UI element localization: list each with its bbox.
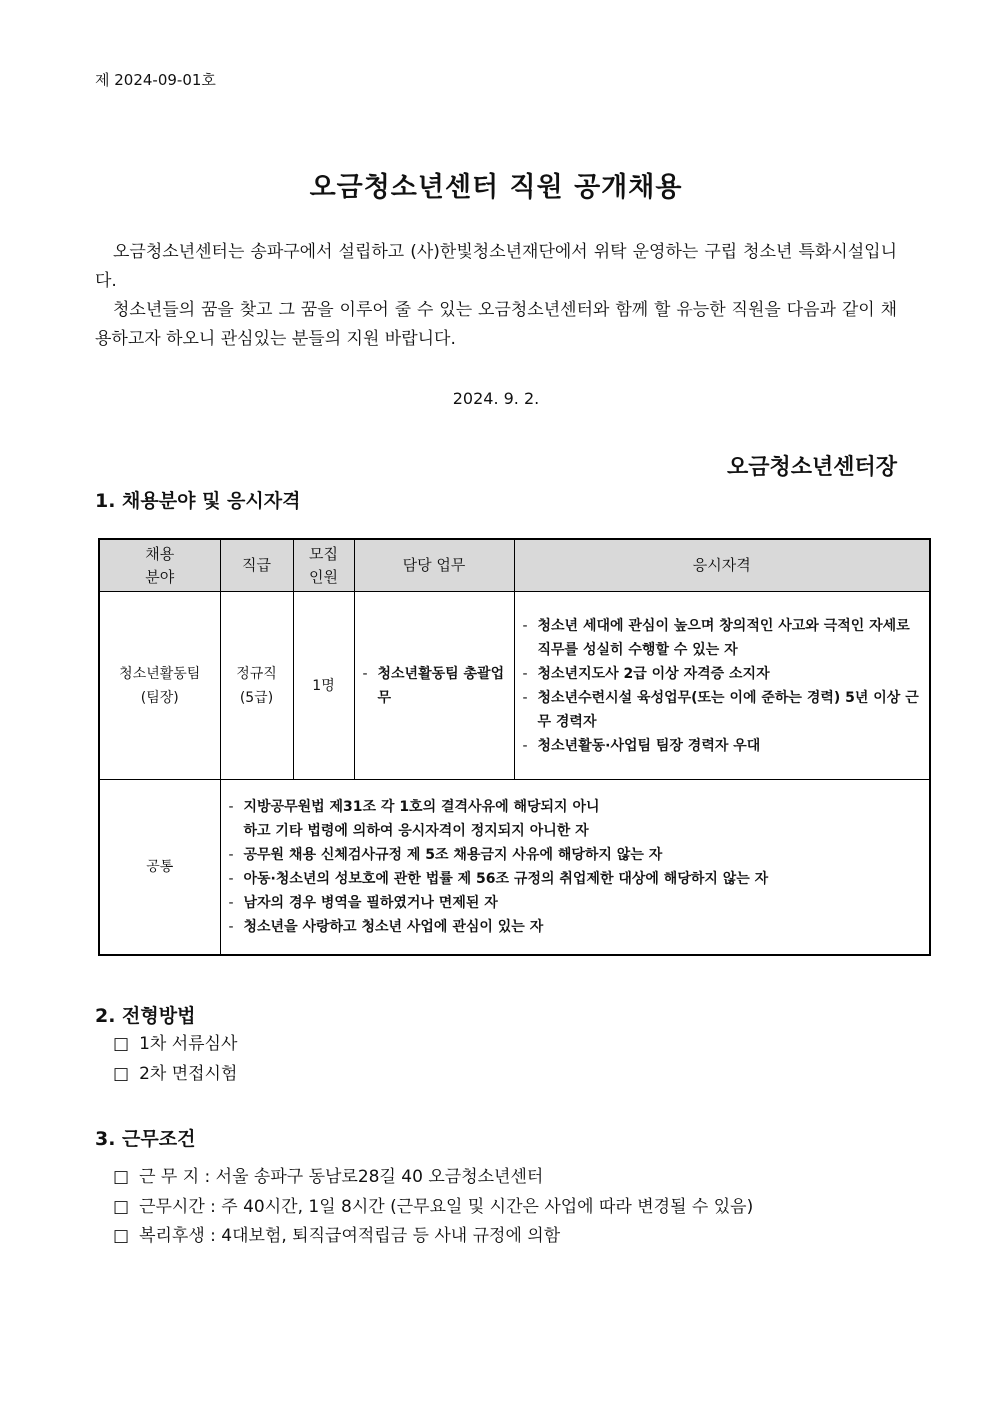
list-item-text: 1차 서류심사	[139, 1034, 238, 1054]
cell-field	[99, 592, 220, 780]
section-2-heading: 2. 전형방법	[95, 1005, 196, 1027]
list-item	[113, 1222, 753, 1252]
table-header-row	[99, 539, 930, 592]
intro-paragraph-1: 오금청소년센터는 송파구에서 설립하고 (사)한빛청소년재단에서 위탁 운영하는 구립 청소년 특화시설입니다.	[95, 242, 897, 291]
list-item: - 청소년활동팀 총괄업무	[363, 662, 508, 710]
list-item: - 청소년수련시설 육성업무(또는 이에 준하는 경력) 5년 이상 근무 경력자	[523, 686, 924, 734]
list-item	[113, 1030, 237, 1060]
list-item-text: 2차 면접시험	[139, 1063, 238, 1084]
header-count	[293, 539, 354, 592]
recruitment-table	[98, 538, 931, 956]
list-item-text: 근무시간 : 주 40시간, 1일 8시간 (근무요일 및 시간은 사업에 따라 변경될 수 있음)	[139, 1196, 754, 1217]
header-count-line1: 모집	[309, 544, 338, 563]
list-item: - 청소년활동·사업팀 팀장 경력자 우대	[523, 734, 924, 758]
list-item: - 청소년을 사랑하고 청소년 사업에 관심이 있는 자	[229, 915, 924, 939]
header-field-line1: 채용	[145, 544, 175, 563]
section-1-heading: 1. 채용분야 및 응시자격	[95, 490, 301, 512]
cell-qualification	[514, 592, 930, 780]
list-item: - 지방공무원법 제31조 각 1호의 결격사유에 해당되지 아니하고 기타 법령에 의하여 응시자격이 정지되지 아니한 자	[229, 795, 610, 843]
signer: 오금청소년센터장	[726, 455, 897, 480]
rank-line2: (5급)	[239, 689, 274, 706]
list-item-text: 근 무 지 : 서울 송파구 동남로28길 40 오금청소년센터	[139, 1167, 544, 1187]
announcement-date: 2024. 9. 2.	[452, 389, 540, 408]
rank-line1: 정규직	[236, 665, 277, 682]
header-field-line2: 분야	[145, 567, 175, 586]
section-3-heading: 3. 근무조건	[95, 1128, 196, 1150]
header-qualification: 응시자격	[514, 539, 930, 592]
cell-common-label: 공통	[99, 780, 220, 955]
checkbox-icon: □	[113, 1063, 130, 1084]
table-row	[99, 780, 930, 955]
list-item: - 청소년지도사 2급 이상 자격증 소지자	[523, 662, 924, 686]
common-list-rest	[221, 843, 930, 939]
qualification-list	[515, 614, 930, 758]
list-item: - 공무원 채용 신체검사규정 제 5조 채용금지 사유에 해당하지 않는 자	[229, 843, 924, 867]
document-number: 제 2024-09-01호	[95, 71, 216, 89]
header-rank: 직급	[220, 539, 293, 592]
conditions-list	[113, 1163, 753, 1252]
cell-common-items	[220, 780, 930, 955]
field-line1: 청소년활동팀	[119, 665, 201, 682]
checkbox-icon: □	[113, 1034, 130, 1054]
checkbox-icon: □	[113, 1226, 130, 1246]
list-item-text: 복리후생 : 4대보험, 퇴직급여적립금 등 사내 규정에 의함	[139, 1226, 561, 1246]
checkbox-icon: □	[113, 1196, 130, 1217]
list-item	[113, 1060, 237, 1090]
duty-list	[355, 662, 514, 710]
cell-count: 1명	[293, 592, 354, 780]
common-list	[221, 795, 930, 843]
list-item: - 남자의 경우 병역을 필하였거나 면제된 자	[229, 891, 924, 915]
intro-text	[95, 238, 897, 354]
list-item	[113, 1163, 753, 1193]
table-row	[99, 592, 930, 780]
list-item: - 아동·청소년의 성보호에 관한 법률 제 56조 규정의 취업제한 대상에 해당하지 않는 자	[229, 867, 924, 891]
checkbox-icon: □	[113, 1167, 130, 1187]
list-item	[113, 1193, 753, 1223]
selection-list	[113, 1030, 237, 1089]
field-line2: (팀장)	[140, 689, 179, 706]
list-item: - 청소년 세대에 관심이 높으며 창의적인 사고와 극적인 자세로 직무를 성실히 수행할 수 있는 자	[523, 614, 924, 662]
intro-paragraph-2: 청소년들의 꿈을 찾고 그 꿈을 이루어 줄 수 있는 오금청소년센터와 함께 할 유능한 직원을 다음과 같이 채용하고자 하오니 관심있는 분들의 지원 바랍니다.	[95, 300, 897, 349]
header-duty: 담당 업무	[354, 539, 514, 592]
cell-duty	[354, 592, 514, 780]
header-count-line2: 인원	[309, 567, 338, 586]
cell-rank	[220, 592, 293, 780]
page-title: 오금청소년센터 직원 공개채용	[309, 172, 683, 203]
header-field	[99, 539, 220, 592]
